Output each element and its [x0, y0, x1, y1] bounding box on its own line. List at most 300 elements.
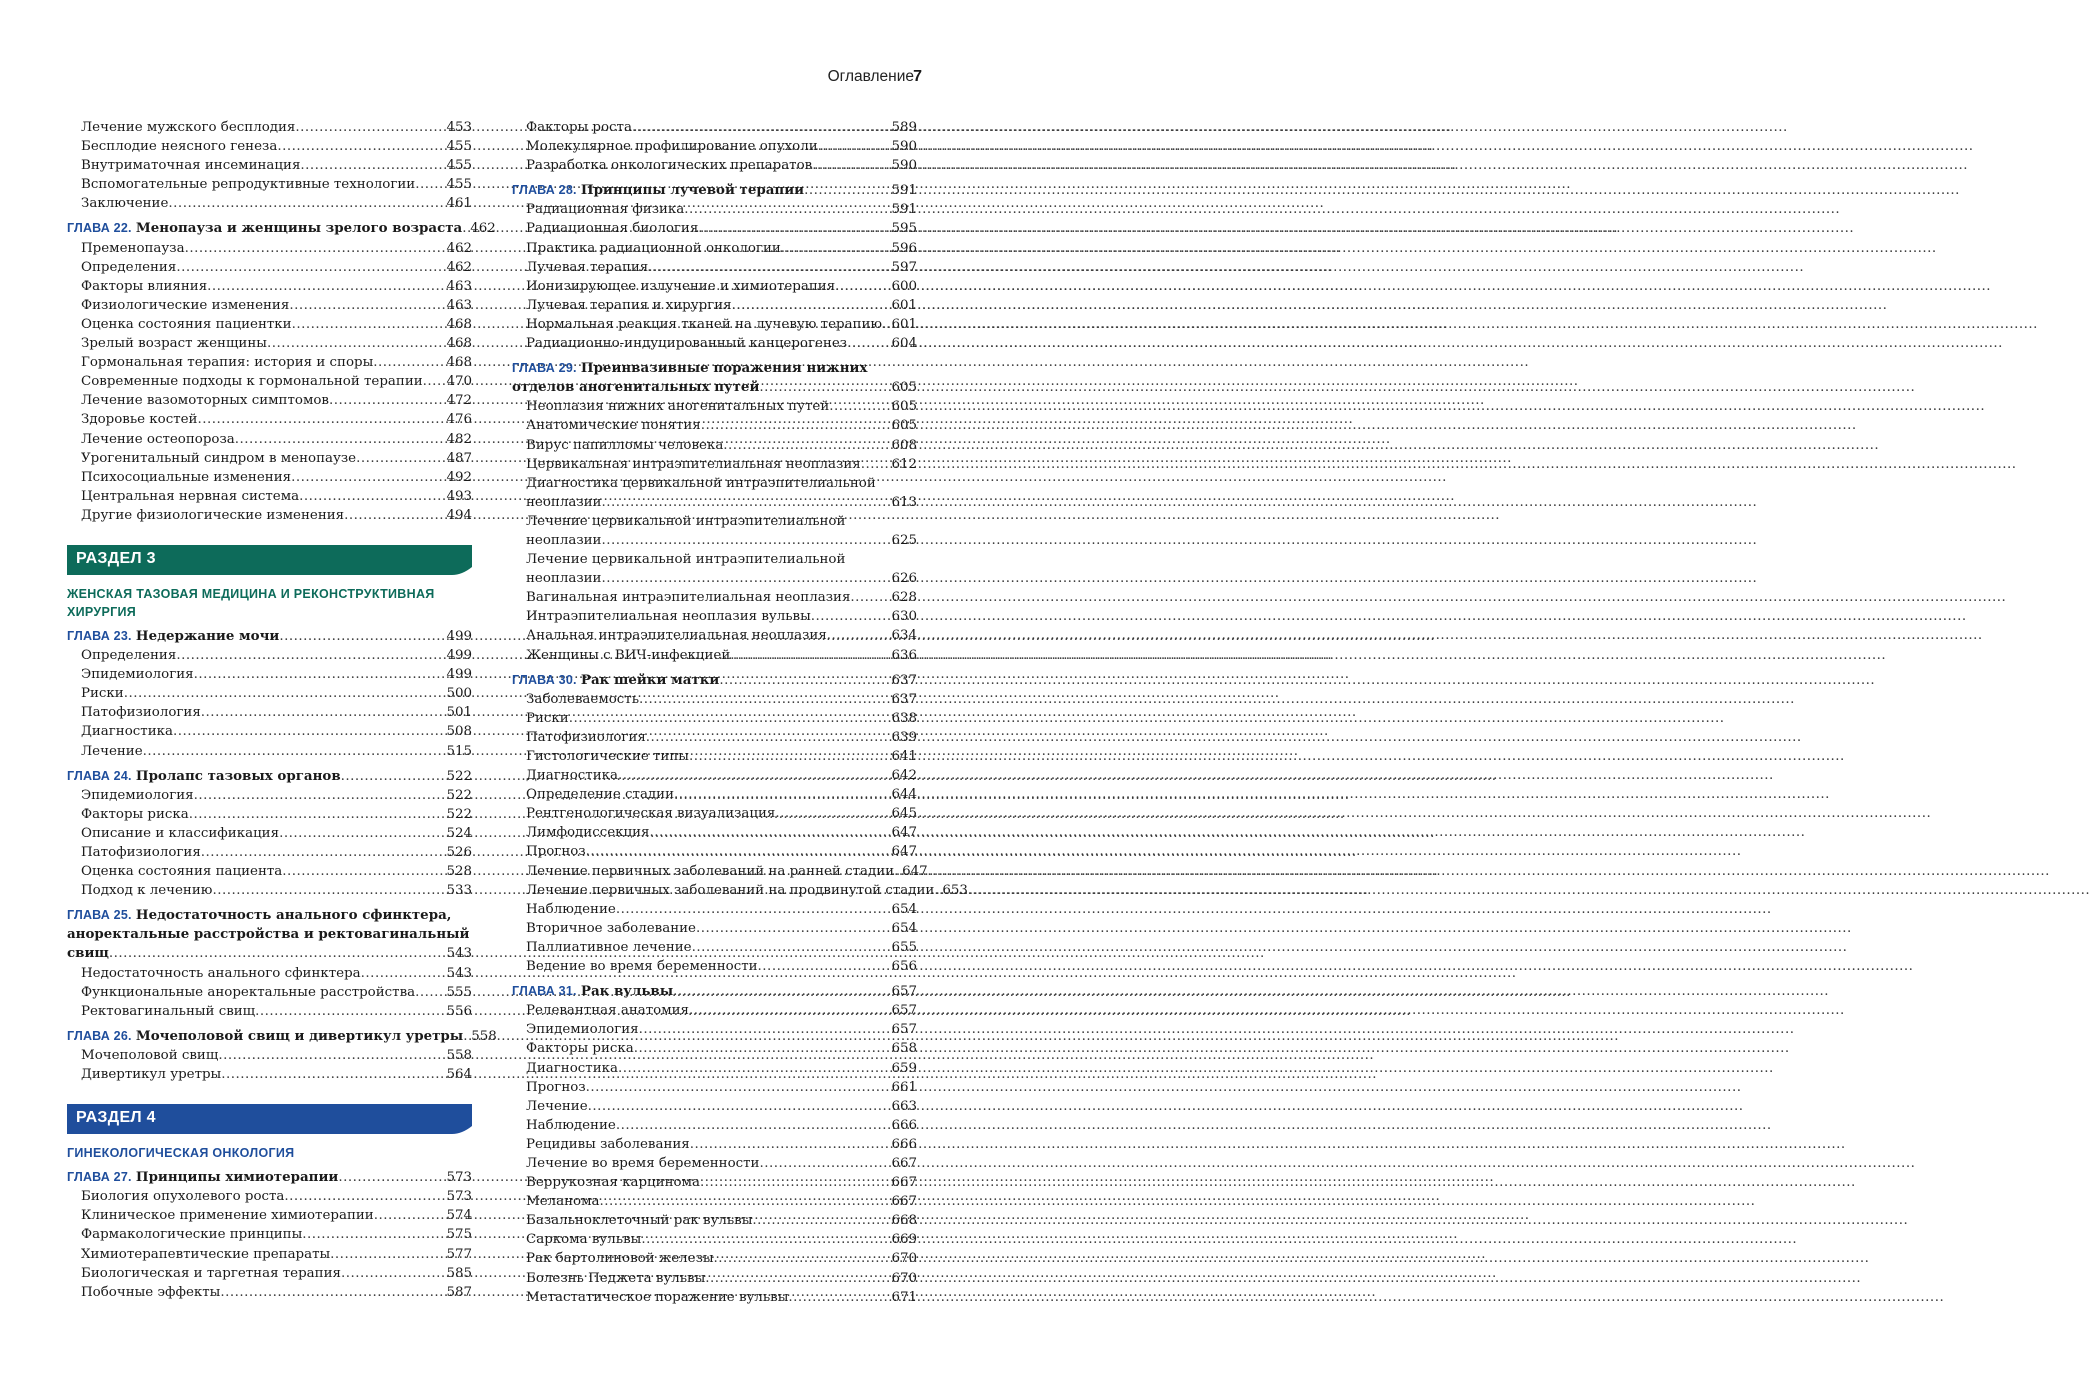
chapter-23-heading[interactable] [67, 627, 472, 646]
dot-leader [689, 747, 890, 766]
toc-entry-title: Рецидивы заболевания [526, 1136, 690, 1152]
toc-entry-page: 604 [891, 336, 917, 352]
toc-entry[interactable] [512, 1230, 917, 1249]
toc-entry[interactable] [512, 315, 917, 334]
toc-entry[interactable] [512, 1039, 917, 1058]
dot-leader [650, 823, 890, 842]
toc-entry-page: 654 [891, 901, 917, 917]
toc-entry-title: Функциональные аноректальные расстройства [81, 984, 416, 1000]
toc-entry-title: Наблюдение [526, 1117, 616, 1133]
toc-entry-title: Лечение первичных заболеваний на продвинутой стадии [526, 882, 935, 898]
chapter-28-heading[interactable] [512, 181, 917, 200]
toc-entry-page: 639 [891, 729, 917, 745]
chapter-label: ГЛАВА 23. [67, 628, 132, 643]
dot-leader [292, 315, 445, 334]
toc-entry[interactable] [67, 703, 472, 722]
toc-entry-page: 558 [446, 1047, 472, 1063]
toc-entry[interactable] [67, 1065, 472, 1084]
toc-entry-page: 657 [891, 1022, 917, 1038]
chapter-title: Недержание мочи [135, 627, 280, 644]
toc-entry-title: Гормональная терапия: история и споры [81, 355, 374, 371]
toc-entry-page: 463 [446, 297, 472, 313]
toc-entry[interactable] [512, 1001, 917, 1020]
toc-entry-title: Метастатическое поражение вульвы [526, 1289, 789, 1305]
toc-entry[interactable] [67, 239, 472, 258]
toc-entry[interactable] [67, 665, 472, 684]
toc-entry[interactable] [67, 786, 472, 805]
toc-entry-page: 596 [891, 240, 917, 256]
toc-entry-page: 668 [891, 1213, 917, 1229]
toc-entry[interactable] [67, 372, 472, 391]
chapter-label: ГЛАВА 31. [512, 984, 577, 999]
toc-entry[interactable] [512, 900, 917, 919]
toc-group [512, 118, 917, 175]
toc-entry[interactable] [512, 709, 917, 728]
toc-entry-title: Побочные эффекты [81, 1284, 221, 1300]
toc-entry[interactable] [67, 296, 472, 315]
toc-entry[interactable] [512, 277, 917, 296]
toc-entry[interactable] [512, 842, 917, 861]
dot-leader [201, 843, 445, 862]
toc-entry[interactable] [512, 938, 917, 957]
dot-leader [827, 626, 890, 645]
dot-leader [330, 1245, 444, 1264]
toc-entry-title: Паллиативное лечение [526, 939, 692, 955]
chapter-page: 605 [891, 380, 917, 396]
dot-leader [641, 1230, 889, 1249]
toc-entry-page: 667 [891, 1155, 917, 1171]
toc-entry-page: 482 [446, 431, 472, 447]
toc-entry[interactable] [67, 137, 472, 156]
toc-entry[interactable] [512, 588, 917, 607]
toc-entry-title-line1: Диагностика цервикальной интраэпителиальной [526, 475, 876, 491]
toc-entry-title: Внутриматочная инсеминация [81, 158, 301, 174]
toc-entry-title: Пременопауза [81, 240, 185, 256]
chapter-title: Принципы химиотерапии [135, 1169, 339, 1186]
toc-entry[interactable] [512, 728, 917, 747]
toc-entry[interactable] [67, 983, 472, 1002]
toc-entry-title: Современные подходы к гормональной терапии [81, 374, 423, 390]
toc-entry-page: 573 [446, 1189, 472, 1205]
toc-entry-title: Радиационная физика [526, 202, 685, 218]
toc-entry[interactable] [67, 430, 472, 449]
toc-entry-title: Оценка состояния пациентки [81, 316, 292, 332]
chapter-title-line2: отделов аногенитальных путей [512, 379, 760, 396]
section-3-title [67, 585, 472, 621]
toc-entry-title: Практика радиационной онкологии [526, 240, 781, 256]
toc-entry-title: Вспомогательные репродуктивные технологии [81, 177, 416, 193]
toc-entry[interactable] [512, 436, 917, 455]
toc-entry[interactable] [512, 1097, 917, 1116]
toc-entry-title: Вирус папилломы человека [526, 437, 724, 453]
dot-leader [423, 372, 445, 391]
toc-entry[interactable] [512, 1269, 917, 1288]
toc-entry[interactable] [67, 684, 472, 703]
toc-entry-title: Факторы риска [526, 1041, 634, 1057]
toc-entry[interactable] [67, 1264, 472, 1283]
toc-entry-title: Лечение мужского бесплодия [81, 120, 296, 135]
dot-leader [415, 175, 444, 194]
toc-entry[interactable] [512, 239, 917, 258]
chapter-title: Пролапс тазовых органов [135, 767, 341, 784]
dot-leader [207, 277, 444, 296]
toc-entry-title: Разработка онкологических препаратов [526, 158, 813, 174]
chapter-label: ГЛАВА 25. [67, 908, 132, 923]
toc-entry-page: 601 [891, 297, 917, 313]
toc-entry[interactable] [512, 785, 917, 804]
dot-leader [700, 1173, 889, 1192]
toc-entry-title: Факторы влияния [81, 278, 208, 294]
toc-entry-title: Лимфодиссекция [526, 825, 650, 841]
toc-entry-page: 589 [891, 120, 917, 135]
toc-entry-title: Диагностика [526, 1060, 618, 1076]
toc-entry[interactable] [512, 258, 917, 277]
dot-leader [601, 493, 889, 512]
section-4-banner [67, 1104, 472, 1134]
toc-entry[interactable] [67, 258, 472, 277]
toc-entry[interactable] [67, 353, 472, 372]
chapter-26-heading[interactable] [67, 1027, 497, 1046]
toc-entry[interactable] [512, 1020, 917, 1039]
toc-entry[interactable] [512, 397, 917, 416]
toc-entry-title: Вагинальная интраэпителиальная неоплазия [526, 590, 851, 606]
chapter-label: ГЛАВА 29. [512, 361, 577, 376]
toc-entry-title-line1: Лечение цервикальной интраэпителиальной [526, 513, 846, 529]
dot-leader [812, 156, 889, 175]
toc-entry-page: 670 [891, 1251, 917, 1267]
chapter-page: 462 [470, 221, 496, 237]
toc-entry[interactable] [67, 1002, 472, 1021]
toc-entry-page: 605 [891, 399, 917, 415]
toc-entry[interactable] [512, 474, 917, 512]
toc-entry-page: 453 [446, 120, 472, 135]
toc-entry[interactable] [67, 175, 472, 194]
toc-entry[interactable] [512, 881, 968, 900]
toc-entry-title: Центральная нервная система [81, 488, 300, 504]
toc-entry-title: Факторы роста [526, 120, 632, 135]
toc-wrapped-group [512, 474, 917, 589]
chapter-29-heading[interactable] [512, 359, 917, 397]
toc-entry-title: Лечение первичных заболеваний на ранней стадии [526, 863, 895, 879]
dot-leader [674, 785, 889, 804]
dot-leader [758, 957, 890, 976]
dot-leader [648, 258, 889, 277]
toc-entry-page: 647 [891, 825, 917, 841]
toc-entry[interactable] [67, 881, 472, 900]
toc-entry[interactable] [512, 747, 917, 766]
toc-entry[interactable] [512, 919, 917, 938]
dot-leader [569, 709, 890, 728]
chapter-24-heading[interactable] [67, 767, 472, 786]
toc-entry-page: 667 [891, 1194, 917, 1210]
chapter-title-line1: Преинвазивные поражения нижних [580, 360, 868, 377]
toc-entry-title: Прогноз [526, 844, 586, 860]
toc-entry-title-line2: неоплазии [526, 494, 602, 510]
toc-entry[interactable] [512, 550, 917, 588]
toc-entry[interactable] [512, 957, 917, 976]
page-header [827, 68, 922, 86]
toc-entry[interactable] [512, 1211, 917, 1230]
toc-entry-page: 637 [891, 691, 917, 707]
dot-leader [616, 900, 890, 919]
dot-leader [295, 118, 444, 137]
section-4-label: РАЗДЕЛ 4 [76, 1109, 156, 1127]
toc-group [512, 397, 917, 473]
toc-entry[interactable] [512, 219, 917, 238]
dot-leader [279, 824, 444, 843]
toc-entry-title: Недостаточность анального сфинктера [81, 965, 361, 981]
toc-entry[interactable] [512, 1173, 917, 1192]
toc-entry-page: 661 [891, 1079, 917, 1095]
toc-entry[interactable] [67, 742, 472, 761]
toc-entry-title: Заключение [81, 196, 169, 212]
toc-entry-title: Биологическая и таргетная терапия [81, 1265, 341, 1281]
toc-entry[interactable] [512, 455, 917, 474]
toc-entry[interactable] [67, 194, 472, 213]
toc-entry-page: 595 [891, 221, 917, 237]
toc-entry-page: 587 [446, 1284, 472, 1300]
dot-leader [829, 397, 889, 416]
chapter-label: ГЛАВА 22. [67, 221, 132, 236]
toc-entry[interactable] [67, 964, 472, 983]
toc-entry-title: Вторичное заболевание [526, 920, 696, 936]
toc-entry-page: 636 [891, 647, 917, 663]
toc-entry[interactable] [67, 722, 472, 741]
toc-entry[interactable] [512, 1059, 917, 1078]
toc-entry-page: 653 [942, 882, 968, 898]
section-4-title [67, 1144, 472, 1162]
dot-leader [850, 588, 889, 607]
toc-entry[interactable] [512, 156, 917, 175]
toc-entry[interactable] [67, 487, 472, 506]
toc-entry-page: 585 [446, 1265, 472, 1281]
chapter-31-heading[interactable] [512, 982, 917, 1001]
chapter-title-line3: свищ [67, 945, 109, 962]
toc-entry[interactable] [67, 1283, 472, 1302]
toc-entry[interactable] [512, 607, 917, 626]
chapter-25-heading[interactable] [67, 906, 472, 963]
dot-leader [124, 684, 445, 703]
dot-leader [176, 258, 444, 277]
toc-entry-title: Гистологические типы [526, 749, 689, 764]
toc-entry-page: 462 [446, 259, 472, 275]
toc-entry[interactable] [67, 315, 472, 334]
dot-leader [189, 805, 445, 824]
toc-entry-page: 470 [446, 374, 472, 390]
dot-leader [730, 646, 889, 665]
dot-leader [218, 1046, 444, 1065]
toc-entry[interactable] [67, 277, 472, 296]
toc-entry[interactable] [512, 334, 917, 353]
toc-entry[interactable] [512, 766, 917, 785]
toc-entry-title: Ректовагинальный свищ [81, 1003, 256, 1019]
toc-entry-page: 522 [446, 787, 472, 803]
toc-entry-page: 555 [446, 984, 472, 1000]
dot-leader [289, 296, 444, 315]
dot-leader [291, 468, 444, 487]
dot-leader [194, 665, 445, 684]
toc-entry[interactable] [512, 626, 917, 645]
toc-entry-title: Радиационная биология [526, 221, 699, 237]
dot-leader [882, 315, 889, 334]
toc-entry-title: Анальная интраэпителиальная неоплазия [526, 628, 827, 644]
dot-leader [788, 1288, 889, 1307]
dot-leader [696, 919, 889, 938]
dot-leader [732, 296, 890, 315]
toc-entry-page: 463 [446, 278, 472, 294]
toc-entry-title: Наблюдение [526, 901, 616, 917]
toc-entry[interactable] [67, 1225, 472, 1244]
toc-group [67, 1046, 472, 1084]
toc-entry-page: 461 [446, 196, 472, 212]
dot-leader [267, 334, 445, 353]
toc-entry-page: 612 [891, 456, 917, 472]
toc-entry[interactable] [512, 200, 917, 219]
toc-entry-title: Риски [526, 710, 569, 726]
toc-entry-page: 600 [891, 278, 917, 294]
toc-entry-page: 642 [891, 768, 917, 784]
dot-leader [781, 239, 890, 258]
toc-entry[interactable] [512, 1078, 917, 1097]
toc-right-column [512, 118, 968, 1307]
toc-entry[interactable] [67, 805, 472, 824]
chapter-label: ГЛАВА 26. [67, 1028, 132, 1043]
toc-entry[interactable] [512, 646, 917, 665]
section-4-title-line1: ГИНЕКОЛОГИЧЕСКАЯ ОНКОЛОГИЯ [67, 1146, 295, 1161]
toc-entry-page: 666 [891, 1117, 917, 1133]
chapter-27-heading[interactable] [67, 1168, 472, 1187]
dot-leader [835, 277, 889, 296]
toc-entry-page: 501 [446, 705, 472, 721]
toc-entry[interactable] [67, 468, 472, 487]
toc-entry-title: Психосоциальные изменения [81, 469, 292, 485]
dot-leader [329, 391, 444, 410]
toc-entry-title: Базальноклеточный рак вульвы [526, 1213, 753, 1229]
chapter-page: 657 [891, 984, 917, 1000]
toc-entry[interactable] [67, 1046, 472, 1065]
toc-entry-title: Женщины с ВИЧ-инфекцией [526, 647, 731, 663]
page-number: 7 [913, 68, 922, 85]
toc-entry[interactable] [512, 804, 917, 823]
toc-entry-page: 670 [891, 1270, 917, 1286]
toc-entry[interactable] [512, 1135, 917, 1154]
toc-entry-title: Определения [81, 259, 177, 275]
toc-group [67, 786, 472, 901]
dot-leader [185, 239, 445, 258]
section-3-title-line2: ХИРУРГИЯ [67, 604, 137, 619]
toc-entry[interactable] [512, 1192, 917, 1211]
toc-group [512, 200, 917, 353]
toc-entry[interactable] [512, 1116, 917, 1135]
toc-entry-title: Оценка состояния пациента [81, 864, 283, 880]
toc-entry[interactable] [67, 862, 472, 881]
toc-entry-page: 597 [891, 259, 917, 275]
toc-entry[interactable] [67, 449, 472, 468]
toc-entry[interactable] [512, 416, 917, 435]
toc-entry[interactable] [67, 1206, 472, 1225]
toc-entry-title: Эпидемиология [81, 787, 194, 803]
section-3-title-line1: ЖЕНСКАЯ ТАЗОВАЯ МЕДИЦИНА И РЕКОНСТРУКТИВНАЯ [67, 586, 435, 601]
toc-entry[interactable] [67, 410, 472, 429]
toc-entry-page: 671 [891, 1289, 917, 1305]
toc-entry[interactable] [512, 296, 917, 315]
dot-leader [356, 449, 444, 468]
dot-leader [300, 156, 444, 175]
chapter-page: 543 [446, 946, 472, 962]
toc-entry[interactable] [512, 690, 917, 709]
toc-entry-title: Бесплодие неясного генеза [81, 139, 278, 155]
toc-entry[interactable] [67, 1245, 472, 1264]
chapter-title: Менопауза и женщины зрелого возраста [135, 220, 463, 237]
toc-entry-title: Эпидемиология [526, 1022, 639, 1038]
toc-entry-page: 634 [891, 628, 917, 644]
toc-entry-title: Эпидемиология [81, 667, 194, 683]
toc-entry[interactable] [512, 823, 917, 842]
dot-leader [302, 1225, 444, 1244]
dot-leader [634, 1039, 890, 1058]
toc-entry[interactable] [67, 843, 472, 862]
toc-entry-title: Патофизиология [81, 845, 201, 860]
toc-entry[interactable] [67, 506, 472, 525]
chapter-title: Мочеполовой свищ и дивертикул уретры [135, 1027, 464, 1044]
toc-entry-page: 669 [891, 1232, 917, 1248]
dot-leader [586, 842, 890, 861]
chapter-page: 573 [446, 1170, 472, 1186]
toc-entry[interactable] [67, 391, 472, 410]
chapter-30-heading[interactable] [512, 671, 917, 690]
toc-entry-page: 644 [891, 787, 917, 803]
dot-leader [415, 983, 444, 1002]
dot-leader [299, 487, 444, 506]
toc-entry[interactable] [512, 1288, 917, 1307]
dot-leader [775, 804, 889, 823]
toc-entry-title: Радиационно-индуцированный канцерогенез [526, 336, 848, 352]
toc-entry-title: Дивертикул уретры [81, 1067, 222, 1083]
toc-entry-title: Лечение [81, 743, 143, 759]
toc-entry-page: 659 [891, 1060, 917, 1076]
toc-entry[interactable] [67, 334, 472, 353]
toc-entry-page: 666 [891, 1136, 917, 1152]
toc-entry[interactable] [67, 646, 472, 665]
dot-leader [173, 722, 444, 741]
toc-entry[interactable] [67, 824, 472, 843]
toc-entry-title: Клиническое применение химиотерапии [81, 1208, 374, 1224]
toc-entry-page: 647 [891, 844, 917, 860]
chapter-page: 558 [471, 1028, 497, 1044]
toc-entry[interactable] [67, 156, 472, 175]
toc-entry-title: Мочеполовой свищ [81, 1047, 219, 1063]
toc-entry[interactable] [512, 118, 917, 137]
chapter-22-heading[interactable] [67, 219, 496, 238]
toc-entry[interactable] [512, 512, 917, 550]
toc-entry[interactable] [67, 1187, 472, 1206]
toc-entry[interactable] [512, 1249, 917, 1268]
toc-entry-page: 500 [446, 686, 472, 702]
toc-entry-title: Молекулярное профилирование опухоли [526, 139, 818, 155]
toc-entry-page: 499 [446, 667, 472, 683]
toc-entry[interactable] [512, 137, 917, 156]
toc-entry[interactable] [512, 862, 928, 881]
toc-entry[interactable] [67, 118, 472, 137]
toc-entry-page: 663 [891, 1098, 917, 1114]
toc-entry-title: Урогенитальный синдром в менопаузе [81, 450, 357, 466]
toc-group [67, 1187, 472, 1302]
dot-leader [374, 1206, 445, 1225]
toc-entry[interactable] [512, 1154, 917, 1173]
toc-group [512, 588, 917, 664]
toc-entry-title: Подход к лечению [81, 883, 213, 899]
dot-leader [361, 964, 445, 983]
